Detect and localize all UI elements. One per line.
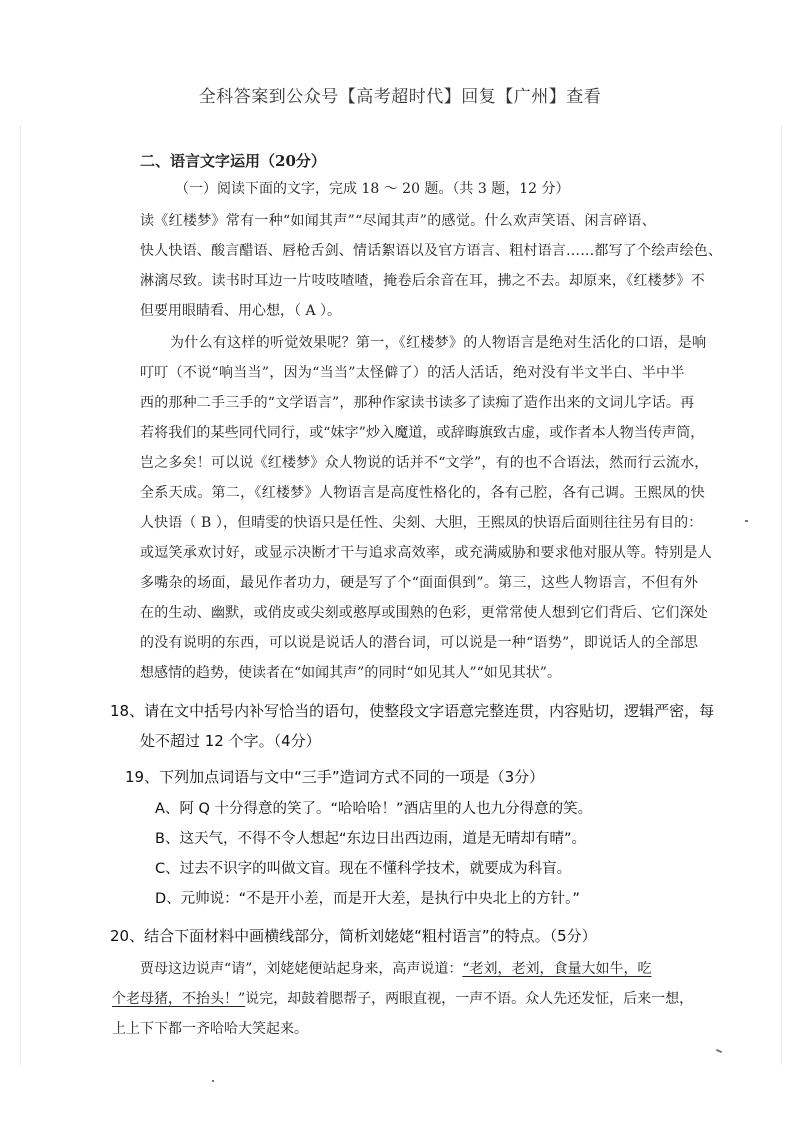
scan-speck bbox=[212, 1080, 214, 1082]
question-19: 19、下列加点词语与文中“三手”造词方式不同的一项是（3分） bbox=[125, 768, 545, 786]
material-text: 说完，却鼓着腮帮子，两眼直视，一声不语。众人先还发怔，后来一想， bbox=[245, 991, 694, 1007]
passage-line: 人快语（ B ），但晴雯的快语只是任性、尖刻、大胆，王熙凤的快语后面则往往另有目的： bbox=[140, 515, 703, 531]
passage-line: 快人快语、酸言醋语、唇枪舌剑、情话絮语以及官方语言、粗村语言……都写了个绘声绘色、 bbox=[140, 243, 723, 259]
passage-line: 读《红楼梦》常有一种“如闻其声”“尽闻其声”的感觉。什么欢声笑语、闲言碎语、 bbox=[140, 213, 657, 229]
passage-line: 但要用眼睛看、用心想，（ A ）。 bbox=[140, 303, 342, 319]
option-b: B、这天气，不得不令人想起“东边日出西边雨，道是无晴却有晴”。 bbox=[155, 831, 586, 847]
option-c: C、过去不识字的叫做文盲。现在不懂科学技术，就要成为科盲。 bbox=[155, 861, 572, 877]
material-underlined: 个老母猪，不抬头！” bbox=[112, 991, 246, 1007]
passage-line: 淋漓尽致。读书时耳边一片吱吱喳喳，掩卷后余音在耳，拂之不去。却原来，《红楼梦》不 bbox=[140, 273, 705, 289]
passage-line: 或逗笑承欢讨好，或显示决断才干与追求高效率，或充满威胁和要求他对服从等。特别是人 bbox=[140, 545, 712, 561]
question-18: 18、请在文中括号内补写恰当的语句，使整段文字语意完整连贯，内容贴切，逻辑严密，每 bbox=[110, 702, 715, 720]
section-subtitle: （一）阅读下面的文字，完成 18 ～ 20 题。（共 3 题，12 分） bbox=[175, 181, 570, 197]
material-line-3: 上上下下都一齐哈哈大笑起来。 bbox=[112, 1021, 308, 1037]
passage-line: 西的那种二手三手的“文学语言”，那种作家读书读多了读痴了造作出来的文词儿字话。再 bbox=[140, 395, 695, 411]
passage-line: 若将我们的某些同代同行，或“妹字”炒入魔道，或辞晦旗致古虚，或作者本人物当传声筒， bbox=[140, 425, 705, 441]
material-line-1 bbox=[140, 958, 652, 978]
passage-line: 叮叮（不说“响当当”，因为“当当”太怪僻了）的活人活话，绝对没有半文半白、半中半 bbox=[140, 365, 685, 381]
passage-line: 的没有说明的东西，可以说是说话人的潜台词，可以说是一种“语势”，即说话人的全部思 bbox=[140, 635, 699, 651]
section-title: 二、语言文字运用（20分） bbox=[140, 152, 326, 170]
material-line-2 bbox=[112, 988, 693, 1008]
passage-line: 全系天成。第二，《红楼梦》人物语言是高度性格化的，各有己腔，各有己调。王熙凤的快 bbox=[140, 485, 705, 501]
material-underlined: “老刘，老刘，食量大如牛，吃 bbox=[462, 961, 652, 977]
passage-line: 为什么有这样的听觉效果呢？第一，《红楼梦》的人物语言是绝对生活化的口语，是响 bbox=[170, 335, 707, 351]
question-18-cont: 处不超过 12 个字。（4分） bbox=[140, 732, 321, 750]
passage-line: 岂之多矣！可以说《红楼梦》众人物说的话并不“文学”，有的也不合语法，然而行云流水， bbox=[140, 455, 709, 471]
page-header: 全科答案到公众号【高考超时代】回复【广州】查看 bbox=[198, 87, 602, 107]
scanned-page bbox=[20, 125, 782, 1065]
option-d: D、元帅说：“不是开小差，而是开大差，是执行中央北上的方针。” bbox=[155, 891, 580, 907]
scan-speck bbox=[745, 520, 748, 522]
passage-line: 多嘴杂的场面，最见作者功力，硬是写了个“面面俱到”。第三，这些人物语言，不但有外 bbox=[140, 575, 699, 591]
passage-line: 在的生动、幽默，或俏皮或尖刻或憨厚或围熟的色彩，更常常使人想到它们背后、它们深处 bbox=[140, 605, 708, 621]
material-text: 贾母这边说声“请”，刘姥姥便站起身来，高声说道： bbox=[140, 961, 463, 977]
question-20: 20、结合下面材料中画横线部分，简析刘姥姥“粗村语言”的特点。（5分） bbox=[110, 927, 597, 945]
option-a: A、阿 Q 十分得意的笑了。“哈哈哈！”酒店里的人也九分得意的笑。 bbox=[155, 801, 593, 817]
passage-line: 想感情的趋势，使读者在“如闻其声”的同时“如见其人”“如见其状”。 bbox=[140, 665, 561, 681]
